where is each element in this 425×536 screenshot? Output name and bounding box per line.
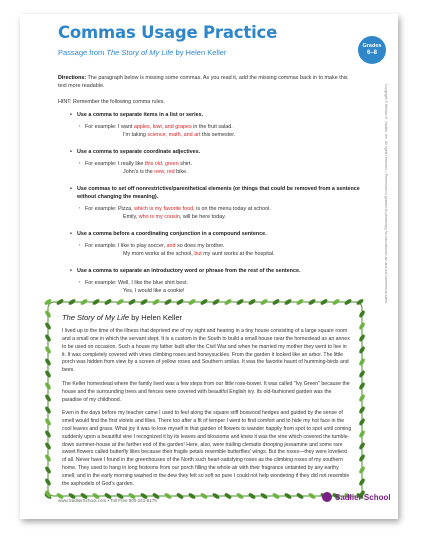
rule-item bbox=[70, 186, 360, 221]
rule-example-2 bbox=[70, 168, 360, 176]
directions-label: Directions: bbox=[58, 75, 87, 81]
rule-example bbox=[70, 242, 360, 250]
example-highlight: new, red bbox=[154, 168, 175, 175]
rule-title: • Use a comma to separate an introductory word or phrase from the rest of the sentence. bbox=[70, 268, 360, 276]
passage-source bbox=[58, 48, 226, 57]
example-highlight: this old, green bbox=[144, 160, 179, 167]
story-paragraph: I lived up to the time of the illness that deprived me of my sight and hearing in a tiny house consisting of a large square room and a small one in which the servant slept. It is a custom in the South to build a small house near the homestead as an annex to be used on occasion. Such a house my father built after the Civil War and when he married my mother they went to live in it. It was completely covered with vines climbing roses and honeysuckles. From the garden it looked like an arbor. The little porch was hidden from view by a screen of yellow roses and Southern smilax. It was the favorite haunt of humming-birds and bees. bbox=[62, 328, 350, 374]
grade-badge bbox=[358, 36, 386, 64]
example-text: For example: I want bbox=[85, 123, 134, 130]
example-text: in the fruit salad. bbox=[191, 123, 233, 130]
rule-example-2 bbox=[70, 131, 360, 139]
example-text: Yes, I would like a cookie! bbox=[123, 287, 185, 294]
example-text: For example: I really like bbox=[85, 160, 145, 167]
passage-book-title: The Story of My Life bbox=[106, 48, 174, 57]
story-passage bbox=[62, 312, 352, 494]
passage-author: by Helen Keller bbox=[173, 48, 227, 57]
example-text: bike. bbox=[174, 168, 188, 175]
story-title bbox=[62, 312, 352, 323]
rule-title: • Use commas to set off nonrestrictive/parenthetical elements (or things that could be removed from a sentence without changing the meaning). bbox=[70, 186, 360, 202]
rule-title: • Use a comma to separate items in a list or series. bbox=[70, 112, 360, 120]
copyright-text: Copyright © William H. Sadlier, Inc. All rights reserved. • Permission is granted to photocopy for educational use and not commercial sales. bbox=[384, 84, 388, 305]
example-highlight: who is my cousin bbox=[138, 213, 180, 220]
worksheet-page bbox=[20, 14, 398, 519]
rule-title: • Use a comma to separate coordinate adjectives. bbox=[70, 149, 360, 157]
sadlier-logo bbox=[322, 492, 391, 502]
directions-text: The paragraph below is missing some commas. As you read it, add the missing commas back in to make this text more readable. bbox=[58, 75, 348, 89]
rule-item bbox=[70, 112, 360, 139]
footer-site: www.SadlierSchool.com • Toll Free 800-221-5175 bbox=[58, 498, 157, 503]
example-text: , will be here today. bbox=[179, 213, 226, 220]
story-paragraph: The Keller homestead where the family lived was a few steps from our little rose-bower. It was called "Ivy Green" because the house and the surrounding trees and fences were covered with beautiful English ivy. Its old-fashioned garden was the paradise of my childhood. bbox=[62, 381, 350, 403]
example-text: My mom works at the school, bbox=[123, 250, 195, 257]
copyright-vertical bbox=[382, 84, 390, 504]
example-text: my aunt works at the hospital. bbox=[201, 250, 275, 257]
rule-example bbox=[70, 160, 360, 168]
story-paragraph: Even in the days before my teacher came I used to feel along the square stiff boxwood hedges and guided by the sense of smell would find the first violets and lilies. There too after a fit of temper I went to find comfort and to hide my hot face in the cool leaves and grass. What joy it was to lose myself in that garden of flowers to wander happily from spot to spot until coming suddenly upon a beautiful vine I recognized it by its leaves and blossoms and knew it was the vine which covered the tumble-down summer-house at the farther end of the garden! Here, also, were trailing clematis drooping jessamine and some rare sweet flowers called butterfly lilies because their fragile petals resemble butterflies' wings. But the roses—they were loveliest of all. Never have I found in the greenhouses of the North such heart-satisfying roses as the climbing roses of my southern home. They used to hang in long festoons from our porch filling the whole air with their fragrance untainted by any earthy smell; and in the early morning washed in the dew they felt so soft so pure I could not help wondering if they did not resemble the asphodels of God's garden. bbox=[62, 410, 352, 487]
example-highlight: which is my favorite food bbox=[134, 205, 194, 212]
rule-example bbox=[70, 123, 360, 131]
example-highlight: apples, kiwi, and grapes bbox=[133, 123, 192, 130]
example-text: so does my brother. bbox=[175, 242, 225, 249]
rule-example-2 bbox=[70, 213, 360, 221]
example-highlight: science, math, and art bbox=[147, 131, 201, 138]
vine-leaf bbox=[44, 298, 53, 306]
directions bbox=[58, 75, 348, 91]
example-text: John's is the bbox=[123, 168, 155, 175]
example-text: For example: Pizza, bbox=[85, 205, 135, 212]
logo-text: Sadlier School bbox=[335, 493, 391, 502]
example-text: Emily, bbox=[123, 213, 139, 220]
logo-mark-icon bbox=[322, 492, 332, 502]
example-text: this semester. bbox=[200, 131, 236, 138]
rule-item bbox=[70, 231, 360, 258]
story-book-title: The Story of My Life bbox=[62, 313, 130, 322]
example-text: For example: I like to play soccer, bbox=[85, 242, 167, 249]
grade-badge-range: 6–8 bbox=[366, 49, 377, 56]
grade-badge-label: Grades bbox=[362, 43, 382, 49]
rule-example bbox=[70, 279, 360, 287]
rule-title: • Use a comma before a coordinating conjunction in a compound sentence. bbox=[70, 231, 360, 239]
example-text: , is on the menu today at school. bbox=[193, 205, 271, 212]
hint: HINT: Remember the following comma rules. bbox=[58, 99, 165, 105]
page-title: Commas Usage Practice bbox=[58, 23, 278, 42]
rule-example bbox=[70, 205, 360, 213]
comma-rules-list bbox=[70, 112, 360, 305]
example-text: I'm taking bbox=[123, 131, 148, 138]
story-author: by Helen Keller bbox=[129, 313, 183, 322]
rule-example-2 bbox=[70, 250, 360, 258]
example-text: For example: Well, I like the blue shirt best. bbox=[85, 279, 188, 286]
example-highlight: but bbox=[194, 250, 202, 257]
rule-item bbox=[70, 268, 360, 295]
passage-prefix: Passage from bbox=[58, 48, 107, 57]
example-text: shirt. bbox=[178, 160, 192, 167]
example-highlight: and bbox=[166, 242, 176, 249]
rule-item bbox=[70, 149, 360, 176]
